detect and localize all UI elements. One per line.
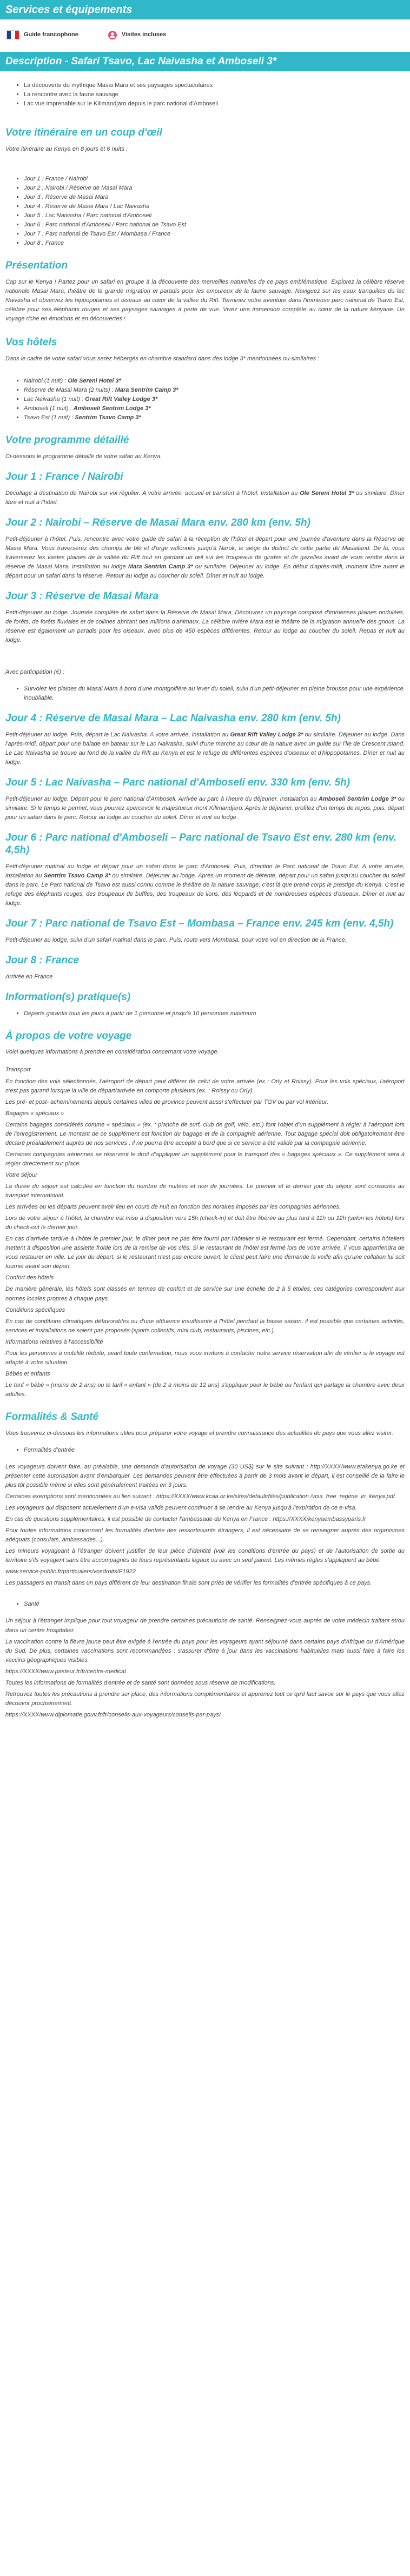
formalities-title: Formalités & Santé [5, 1411, 99, 1423]
highlights-list [5, 81, 405, 109]
list-item: ▪ Jour 1 : France / Nairobi [24, 175, 405, 184]
day6-title: Jour 6 : Parc national d'Amboseli – Parc national de Tsavo Est env. 280 km (env. 4,5h) [5, 832, 396, 856]
about-block [5, 1065, 405, 1399]
description-band: Description - Safari Tsavo, Lac Naivasha et Amboseli 3* [0, 52, 410, 71]
about-line: De manière générale, les hôtels sont classés en termes de confort et de service sur une échelle de 2 à 5 étoiles, ces catégories correspondent aux normes locales propres à chaque pays. [5, 1286, 405, 1302]
formalities-line: En cas de questions supplémentaires, il est possible de contacter l'ambassade du Kenya en France : https://XXXX/kenyaembassyparis.fr [5, 1516, 366, 1523]
day5-title: Jour 5 : Lac Naivasha – Parc national d'Amboseli env. 330 km (env. 5h) [5, 777, 351, 789]
day3-title: Jour 3 : Réserve de Masai Mara [5, 591, 159, 602]
list-item: ▪ Jour 5 : Lac Naivasha / Parc national d'Amboseli [24, 211, 405, 220]
list-item: ▪ Jour 8 : France [24, 239, 405, 248]
list-item: ▪ Jour 6 : Parc national d'Amboseli / Parc national de Tsavo Est [24, 220, 405, 230]
day8-title: Jour 8 : France [5, 954, 80, 966]
list-item: ▪ La découverte du mythique Masai Mara et ses paysages spectaculaires [24, 81, 405, 90]
health-line: Un séjour à l'étranger implique pour tout voyageur de prendre certaines précautions de santé. Renseignez-vous auprès de votre médecin traitant et/ou dans un centre hospitalier. [5, 1618, 405, 1634]
day3-text: Petit-déjeuner au lodge. Journée complète de safari dans la Réserve de Masai Mara. Découvrez un paysage composé d'immenses plaines ondulées, de forêts, de forêts fluviales et de collines abritant des millions d'animaux. La célèbre rivière Mara est le théâtre de la migration annuelle des gnous. La réserve est également un paradis pour les oiseaux, avec plus de 450 espèces différentes. Retour au lodge au coucher du soleil. Repas et nuit au lodge. [5, 609, 405, 644]
presentation-title: Présentation [5, 260, 68, 272]
about-line: En cas de conditions climatiques défavorables ou d'une affluence insuffisante à l'hôtel pendant la basse saison, il est possible que certaines activités, services et installations ne soient pas proposés (sports collectifs, mini club, restaurants, piscines, etc.). [5, 1318, 405, 1334]
about-line: Votre séjour [5, 1171, 37, 1178]
hotel-item: ▪ Nairobi (1 nuit) : Ole Sereni Hotel 3* [24, 377, 405, 386]
services-row [0, 19, 410, 51]
about-line: Confort des hôtels [5, 1274, 54, 1282]
about-line: Le tarif « bébé » (moins de 2 ans) ou le tarif « enfant » (de 2 à moins de 12 ans) s'applique pour le bébé ou l'enfant qui partage la chambre avec deux adultes. [5, 1381, 405, 1398]
service-guide-label: Guide francophone [24, 31, 78, 38]
day2-title: Jour 2 : Nairobi – Réserve de Masai Mara env. 280 km (env. 5h) [5, 517, 310, 529]
formalities-line: Les passagers en transit dans un pays différent de leur destination finale sont priés de vérifier les formalités d'entrée spécifiques à ce pays. [5, 1580, 372, 1587]
about-line: Lors de votre séjour à l'hôtel, la chambre est mise à disposition vers 15h (check-in) et doit être libérée au plus tard à 11h ou 12h (selon les hôtels) lors du check-out le dernier jour. [5, 1215, 405, 1231]
service-visits [108, 30, 166, 40]
health-line: Retrouvez toutes les précautions à prendre sur place, des informations complémentaires et apprenez tout ce qu'il faut savoir sur le pays que vous allez découvrir prochainement. [5, 1691, 405, 1707]
about-line: La durée du séjour est calculée en fonction du nombre de nuitées et non de journées. Le premier et le dernier jour du séjour sont consacrés au transport international. [5, 1183, 405, 1199]
hotel-item: ▪ Lac Naivasha (1 nuit) : Great Rift Valley Lodge 3* [24, 395, 405, 404]
health-line: La vaccination contre la fièvre jaune peut être exigée à l'entrée du pays pour les voyageurs ayant séjourné dans certains pays d'Afrique ou d'Amérique du Sud. De plus, certaines vaccinations sont recommandées : s'assurer d'être à jour dans les vaccinations habituelles mais aussi faire à faire les vaccins géographiques visibles. [5, 1638, 405, 1663]
hotel-item: ▪ Réserve de Masai Mara (2 nuits) : Mara Sentrim Camp 3* [24, 386, 405, 395]
health-line: https://XXXX/www.diplomatie.gouv.fr/fr/conseils-aux-voyageurs/conseils-par-pays/ [5, 1711, 221, 1718]
about-line: En cas d'arrivée tardive à l'hôtel le premier jour, le dîner peut ne pas être fourni par l'hôtelier si le restaurant est fermé. Cependant, certains hôteliers mettent à disposition une assiette froide lors de la remise de vos clés. Si le restaurant de l'hôtel est fermé lors de votre arrivée, il vous appartiendra de vous restaurer en ville. Le jour du départ, si le restaurant n'est pas encore ouvert, le client peut faire une demande la veille afin qu'une collation lui soit fournie avant son départ. [5, 1236, 405, 1270]
formalities-line: Les voyageurs doivent faire, au préalable, une demande d'autorisation de voyage (30 US$) sur le site suivant : http://XXXX/www.etakenya.go.ke et présenter cette autorisation avant d'embarquer. Les demandes peuvent être effectuées à partir de 3 mois avant le départ, il est conseillé de la faire le plus tôt possible même si elles sont généralement traitées en 3 jours. [5, 1463, 405, 1488]
day7-title: Jour 7 : Parc national de Tsavo Est – Mombasa – France env. 245 km (env. 4,5h) [5, 918, 394, 930]
formalities-line: www.service-public.fr/particuliers/vosdroits/F1922 [5, 1568, 136, 1575]
about-line: Les arrivées ou les départs peuvent avoir lieu en cours de nuit en fonction des horaires imposés par les compagnies aériennes. [5, 1204, 341, 1211]
list-item: ▪ Jour 4 : Réserve de Masai Mara / Lac Naivasha [24, 202, 405, 211]
list-item: ▪ Jour 3 : Réserve de Masai Mara [24, 193, 405, 202]
list-item: • Formalités d'entrée [24, 1446, 405, 1455]
about-line: Bébés et enfants [5, 1370, 50, 1377]
hotels-list [5, 377, 405, 422]
day1-title: Jour 1 : France / Nairobi [5, 471, 123, 483]
list-item: ▪ La rencontre avec la faune sauvage [24, 90, 405, 99]
overview-title: Votre itinéraire en un coup d'œil [5, 127, 162, 139]
about-intro: Voici quelques informations à prendre en considération concernant votre voyage. [5, 1049, 219, 1056]
day7-text: Petit-déjeuner au lodge, suivi d'un safari matinal dans le parc. Puis, route vers Mombasa, pour votre vol en direction de la France. [5, 936, 347, 943]
day2-text: Petit-déjeuner à l'hôtel. Puis, rencontre avec votre guide de safari à la réception de l'hôtel et départ pour une journée d'aventure dans la Réserve de Masai Mara. Vous traverserez des champs de blé et d'orge vallonnés jusqu'à Narok, le siège du district de cette partie du Masailand. De là, vous traverserez les vastes plaines de la vallée du Rift tout en gardant un œil sur les troupeaux de girafes et de gazelles avant de vous rendre dans la réserve de Masai Mara. Installation au lodge Mara Sentrim Camp 3* ou similaire. Déjeuner au lodge. En début d'après-midi, moment libre avant le départ pour un safari dans la réserve. Retour au lodge au coucher du soleil. Dîner et nuit au lodge. [5, 536, 405, 580]
day4-title: Jour 4 : Réserve de Masai Mara – Lac Naivasha env. 280 km (env. 5h) [5, 713, 341, 725]
about-line: En fonction des vols sélectionnés, l'aéroport de départ peut différer de celui de votre arrivée (ex : Orly et Roissy). Pour les vols spéciaux, l'aéroport n'est pas garanti lorsque la ville de départ/arrivée en comporte plusieurs (ex. : Roissy ou Orly). [5, 1078, 405, 1094]
hotel-item: ▪ Tsavo Est (1 nuit) : Sentrim Tsavo Camp 3* [24, 413, 405, 422]
about-line: Bagages « spéciaux » [5, 1110, 64, 1117]
day6-text: Petit-déjeuner matinal au lodge et départ pour un safari dans le parc d'Amboseli. Puis, direction le Parc national de Tsavo Est. A votre arrivée, installation au Sentrim Tsavo Camp 3* ou similaire. Déjeuner au lodge. Après un moment de détente, départ pour un safari jusqu'au coucher du soleil dans le parc. Le Parc national de Tsavo est aussi connu comme le théâtre de la nature sauvage, c'est là que prend corps le prestige du Kenya. C'est le refuge des éléphants rouges, des troupeaux de buffles, des troupeaux de lions, des léopards et de nombreuses espèces d'oiseaux. Dîner et nuit au lodge. [5, 863, 405, 907]
overview-days [5, 175, 405, 248]
presentation-text: Cap sur le Kenya ! Partez pour un safari en groupe à la découverte des merveilles naturelles de ce pays emblématique. Explorez la célèbre réserve nationale Masai Mara, théâtre de la grande migration et paradis pour les amoureux de la faune sauvage. Naviguez sur les eaux tranquilles du lac Naivasha et observez les hippopotames et oiseaux au cœur de la vallée du Rift. Terminez votre aventure dans l'immense parc national de Tsavo Est, célèbre pour ses éléphants rouges et ses paysages sauvages à perte de vue. Vivez une immersion complète au cœur de la nature kényane. Un voyage riche en émotions et en découvertes ! [5, 279, 405, 323]
formalities-block [5, 1463, 405, 1588]
info-title: Information(s) pratique(s) [5, 991, 131, 1003]
service-visits-label: Visites incluses [121, 31, 167, 38]
day4-text: Petit-déjeuner au lodge. Puis, départ le Lac Naivasha. A votre arrivée, installation au Great Rift Valley Lodge 3* ou similaire. Déjeuner au lodge. Dans l'après-midi, départ pour une balade en bateau sur le Lac Naivasha, suivi d'une marche au cœur de la nature avec un guide sur l'île de Crescent Island. Le Lac Naivasha se trouve au fond de la vallée du Rift au Kenya et est le refuge de différentes espèces d'oiseaux et d'hippopotames. Dîner et nuit au lodge. [5, 732, 405, 766]
about-line: Pour les personnes à mobilité réduite, avant toute confirmation, nous vous invitons à contacter notre service réservation afin de vérifier si le voyage est adapté à votre situation. [5, 1350, 405, 1366]
about-line: Certains bagages considérés comme « spéciaux » (ex. : planche de surf, club de golf, vélo, etc.) font l'objet d'un supplément à régler à l'aéroport lors de l'enregistrement. Le montant de ce supplément est fonction du bagage et de la compagnie aérienne. Tout bagage spécial doit obligatoirement être déclaré préalablement auprès de nos services ; il ne pourra être accepté à bord que si ce service a été validé par la compagnie aérienne. [5, 1121, 405, 1146]
about-line: Informations relatives à l'accessibilité [5, 1338, 103, 1345]
health-block [5, 1616, 405, 1719]
service-guide [6, 30, 78, 39]
hotels-title: Vos hôtels [5, 337, 57, 348]
health-line: Toutes les informations de formalités d'entrée et de santé sont données sous réserve de modifications. [5, 1679, 276, 1686]
hotels-intro: Dans le cadre de votre safari vous serez hébergés en chambre standard dans des lodge 3* mentionnées ou similaires : [5, 355, 320, 363]
about-line: Certaines compagnies aériennes se réservent le droit d'appliquer un supplément pour le transport des « bagages spéciaux ». Ce supplément sera à régler directement sur place. [5, 1151, 405, 1167]
health-bullet-list [5, 1600, 405, 1609]
about-line: Conditions spécifiques [5, 1306, 65, 1313]
info-list [5, 1009, 405, 1018]
program-intro: Ci-dessous le programme détaillé de votre safari au Kenya. [5, 453, 162, 460]
list-item: ▪ Jour 7 : Parc national de Tsavo Est / Mombasa / France [24, 230, 405, 239]
formalities-bullet-list [5, 1446, 405, 1455]
optional-label: Avec participation (€) : [5, 669, 65, 676]
formalities-line: Les mineurs voyageant à l'étranger doivent justifier de leur pièce d'identité (voir les conditions d'entrée du pays) et de l'autorisation de sortie du territoire s'ils voyagent sans être accompagnés de leurs représentants légaux ou avec un seul parent. Les mêmes règles s'appliquent au bébé. [5, 1548, 405, 1564]
french-flag-icon [6, 30, 19, 39]
list-item: ▪ Lac vue imprenable sur le Kilimandjaro depuis le parc national d'Amboseli [24, 99, 405, 109]
about-line: Transport [5, 1066, 31, 1074]
about-line: Les pré- et post- acheminements depuis certaines villes de province peuvent aussi s'effectuer par TGV ou par vol intérieur. [5, 1098, 329, 1105]
list-item: • Santé [24, 1600, 405, 1609]
services-band: Services et équipements [0, 0, 410, 19]
formalities-line: Les voyageurs qui disposent actuellement d'un e-visa valide peuvent continuer à se rendre au Kenya jusqu'à l'expiration de ce e-visa. [5, 1505, 357, 1512]
overview-intro: Votre itinéraire au Kenya en 8 jours et 6 nuits : [5, 145, 128, 152]
day1-text: Décollage à destination de Nairobi sur vol régulier. A votre arrivée, accueil et transfert à l'hôtel. Installation au Ole Sereni Hotel 3* ou similaire. Dîner libre et nuit à l'hôtel. [5, 490, 405, 506]
list-item: ▪ Jour 2 : Nairobi / Réserve de Masai Mara [24, 184, 405, 193]
about-title: À propos de votre voyage [5, 1030, 132, 1042]
main-content [0, 81, 410, 1720]
day8-text: Arrivée en France [5, 973, 53, 980]
formalities-line: Pour toutes informations concernant les formalités d'entrée des ressortissants étrangers, il est nécessaire de se renseigner auprès des organismes adéquats (consulats, ambassades...). [5, 1527, 405, 1544]
list-item: ▪ Départs garantis tous les jours à partir de 1 personne et jusqu'à 10 personnes maximum [24, 1009, 405, 1018]
day5-text: Petit-déjeuner au lodge. Départ pour le parc national d'Amboseli. Arrivée au parc à l'heure du déjeuner. Installation au Amboseli Sentrim Lodge 3* ou similaire. Si le temps le permet, vous pourrez apercevoir le majestueux mont Kilimandjaro. Après le déjeuner, profitez d'un temps de repos, puis, départ pour un safari dans le parc. Retour au lodge au coucher du soleil. Dîner et nuit au lodge. [5, 796, 405, 821]
program-title: Votre programme détaillé [5, 434, 129, 446]
visa-icon [108, 30, 117, 40]
formalities-line: Certaines exemptions sont mentionnées au lien suivant : https://XXXX/www.kcaa.or.ke/sites/default/files/publication /visa_free_regime_in_kenya.pdf [5, 1493, 395, 1500]
hotel-item: ▪ Amboseli (1 nuit) : Amboseli Sentrim Lodge 3* [24, 404, 405, 413]
formalities-intro: Vous trouverez ci-dessous les informations utiles pour préparer votre voyage et prendre connaissance des actualités du pays que vous allez visiter. [5, 1430, 394, 1437]
health-line: https://XXXX/www.pasteur.fr/fr/centre-medical [5, 1668, 126, 1675]
list-item: ▪ Survolez les plaines du Masai Mara à bord d'une montgolfière au lever du soleil, suivi d'un petit-déjeuner en pleine brousse pour une expérience inoubliable. [24, 685, 405, 703]
optional-list [5, 685, 405, 703]
